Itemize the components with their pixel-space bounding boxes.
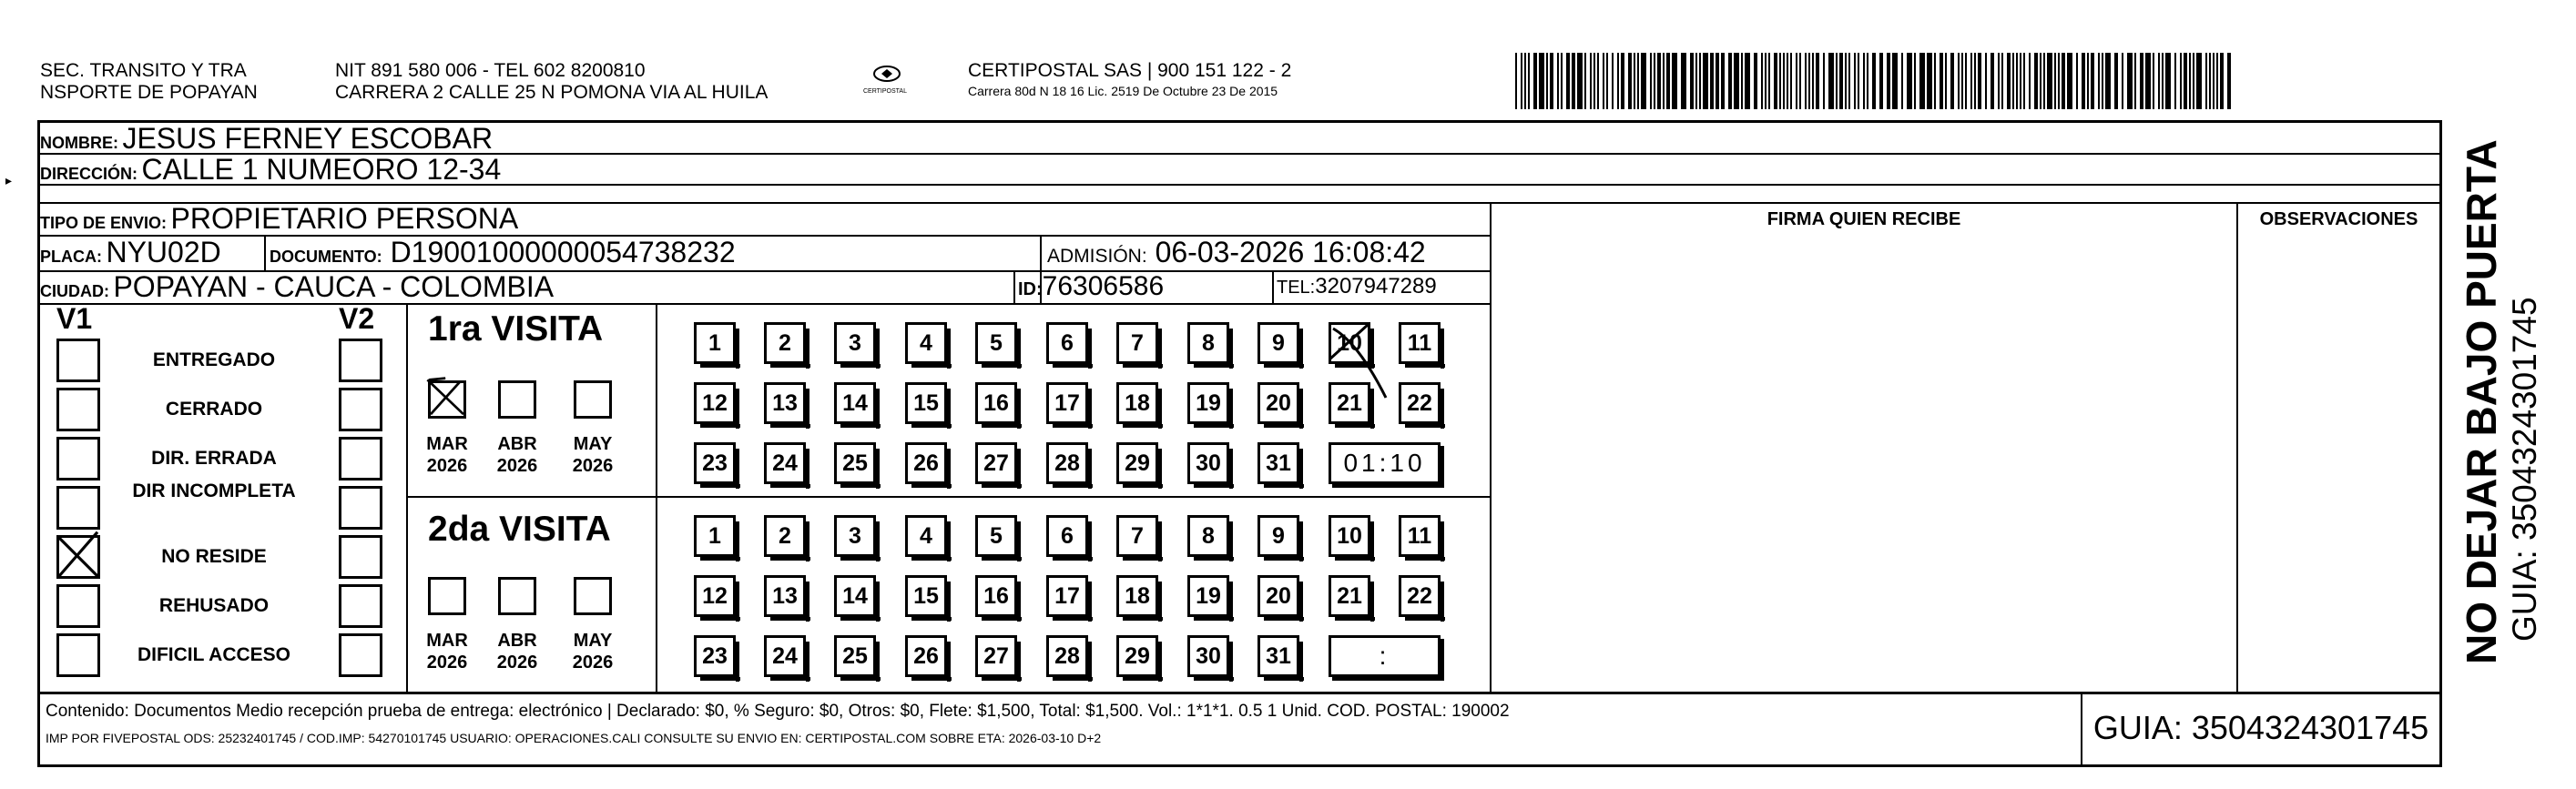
day-box[interactable] bbox=[834, 322, 876, 364]
admission-date: ADMISIÓN: 06-03-2026 16:08:42 bbox=[1047, 236, 1426, 268]
day-number: 24 bbox=[772, 450, 798, 476]
day-box[interactable] bbox=[975, 575, 1017, 617]
day-number: 6 bbox=[1061, 523, 1074, 549]
day-number: 30 bbox=[1196, 450, 1221, 476]
day-number: 8 bbox=[1202, 330, 1215, 356]
day-box[interactable] bbox=[1187, 575, 1229, 617]
day-box[interactable] bbox=[1257, 442, 1299, 484]
day-number: 15 bbox=[913, 390, 939, 416]
day-box[interactable] bbox=[1399, 515, 1441, 557]
v2-checkbox[interactable] bbox=[339, 339, 382, 382]
day-box[interactable] bbox=[905, 575, 947, 617]
day-box[interactable] bbox=[905, 442, 947, 484]
day-number: 12 bbox=[702, 390, 728, 416]
day-number: 17 bbox=[1054, 583, 1080, 609]
day-box[interactable] bbox=[1046, 382, 1088, 424]
observations-header: OBSERVACIONES bbox=[2259, 209, 2418, 229]
day-box[interactable] bbox=[694, 322, 736, 364]
day-number: 3 bbox=[849, 330, 861, 356]
month-checkbox[interactable] bbox=[428, 380, 466, 419]
v2-checkbox[interactable] bbox=[339, 388, 382, 431]
time-box[interactable]: 01:10 bbox=[1329, 442, 1441, 484]
day-number: 18 bbox=[1125, 583, 1150, 609]
day-number: 12 bbox=[702, 583, 728, 609]
day-box[interactable] bbox=[1116, 382, 1158, 424]
day-number: 16 bbox=[983, 390, 1009, 416]
day-box[interactable] bbox=[834, 635, 876, 677]
day-number: 14 bbox=[842, 390, 868, 416]
day-box[interactable] bbox=[1116, 442, 1158, 484]
day-box[interactable] bbox=[1329, 515, 1370, 557]
day-number: 13 bbox=[772, 390, 798, 416]
day-number: 19 bbox=[1196, 390, 1221, 416]
status-label: REHUSADO bbox=[158, 595, 270, 616]
day-number: 22 bbox=[1407, 583, 1432, 609]
day-box[interactable] bbox=[1187, 635, 1229, 677]
day-box[interactable] bbox=[975, 322, 1017, 364]
courier-info: CERTIPOSTAL SAS | 900 151 122 - 2 Carrera 80d N 18 16 Lic. 2519 De Octubre 23 De 2015 bbox=[968, 60, 1292, 98]
day-box[interactable] bbox=[694, 442, 736, 484]
month-checkbox[interactable] bbox=[498, 380, 536, 419]
day-box[interactable] bbox=[834, 442, 876, 484]
agency-name: SEC. TRANSITO Y TRA NSPORTE DE POPAYAN bbox=[40, 60, 258, 103]
day-box[interactable] bbox=[1187, 515, 1229, 557]
courier-logo: CERTIPOSTAL bbox=[871, 64, 903, 100]
v2-label: V2 bbox=[339, 302, 375, 335]
day-box[interactable] bbox=[1116, 575, 1158, 617]
day-number: 28 bbox=[1054, 450, 1080, 476]
day-box[interactable] bbox=[764, 322, 806, 364]
day-number: 4 bbox=[920, 523, 932, 549]
day-box[interactable] bbox=[1329, 322, 1370, 364]
month-checkbox[interactable] bbox=[428, 577, 466, 615]
day-number: 10 bbox=[1337, 523, 1362, 549]
day-box[interactable] bbox=[1257, 635, 1299, 677]
day-number: 31 bbox=[1266, 643, 1291, 669]
v2-checkbox[interactable] bbox=[339, 437, 382, 480]
v2-checkbox[interactable] bbox=[339, 584, 382, 628]
status-label: ENTREGADO bbox=[152, 349, 276, 370]
shipping-type: TIPO DE ENVIO: PROPIETARIO PERSONA bbox=[40, 202, 519, 235]
day-number: 25 bbox=[842, 450, 868, 476]
status-label: DIR INCOMPLETA bbox=[132, 480, 296, 501]
day-number: 31 bbox=[1266, 450, 1291, 476]
day-number: 18 bbox=[1125, 390, 1150, 416]
month-label: MAR 2026 bbox=[426, 434, 468, 476]
document-number: DOCUMENTO: D19001000000054738232 bbox=[270, 236, 736, 268]
day-number: 25 bbox=[842, 643, 868, 669]
recipient-phone: TEL:3207947289 bbox=[1277, 274, 1437, 298]
day-box[interactable] bbox=[764, 575, 806, 617]
day-number: 10 bbox=[1337, 330, 1362, 356]
v1-label: V1 bbox=[56, 302, 93, 335]
signature-header: FIRMA QUIEN RECIBE bbox=[1767, 209, 1961, 229]
signature-area[interactable] bbox=[1493, 237, 2235, 690]
day-number: 11 bbox=[1407, 330, 1432, 356]
day-box[interactable] bbox=[1257, 575, 1299, 617]
second-visit-title: 2da VISITA bbox=[428, 510, 611, 549]
day-box[interactable] bbox=[1187, 382, 1229, 424]
day-number: 15 bbox=[913, 583, 939, 609]
day-number: 3 bbox=[849, 523, 861, 549]
footer-print-info: IMP POR FIVEPOSTAL ODS: 25232401745 / COD.IMP: 54270101745 USUARIO: OPERACIONES.CALI CONSULTE SU ENVIO EN: CERTIPOSTAL.COM SOBRE ETA: 2026-03-10 D+2 bbox=[46, 731, 1102, 745]
day-number: 8 bbox=[1202, 523, 1215, 549]
day-box[interactable] bbox=[1116, 515, 1158, 557]
v2-checkbox[interactable] bbox=[339, 486, 382, 530]
day-number: 1 bbox=[708, 523, 721, 549]
month-label: MAY 2026 bbox=[572, 631, 614, 673]
day-number: 6 bbox=[1061, 330, 1074, 356]
city: CIUDAD: POPAYAN - CAUCA - COLOMBIA bbox=[40, 270, 555, 303]
day-number: 16 bbox=[983, 583, 1009, 609]
day-number: 7 bbox=[1131, 523, 1144, 549]
day-box[interactable] bbox=[975, 382, 1017, 424]
day-number: 23 bbox=[702, 450, 728, 476]
day-number: 11 bbox=[1407, 523, 1432, 549]
recipient-address: DIRECCIÓN: CALLE 1 NUMEORO 12-34 bbox=[40, 153, 502, 186]
day-number: 17 bbox=[1054, 390, 1080, 416]
day-box[interactable] bbox=[834, 382, 876, 424]
status-label: NO RESIDE bbox=[161, 546, 267, 567]
v2-checkbox[interactable] bbox=[339, 535, 382, 579]
day-box[interactable] bbox=[694, 635, 736, 677]
day-box[interactable] bbox=[975, 515, 1017, 557]
day-box[interactable] bbox=[1187, 442, 1229, 484]
day-number: 5 bbox=[990, 523, 1003, 549]
agency-contact: NIT 891 580 006 - TEL 602 8200810 CARRERA 2 CALLE 25 N POMONA VIA AL HUILA bbox=[335, 60, 769, 103]
day-number: 1 bbox=[708, 330, 721, 356]
day-number: 24 bbox=[772, 643, 798, 669]
vehicle-plate: PLACA: NYU02D bbox=[40, 236, 221, 268]
side-guia: GUIA: 3504324301745 bbox=[2506, 297, 2543, 642]
day-box[interactable] bbox=[1329, 382, 1370, 424]
day-box[interactable] bbox=[694, 515, 736, 557]
month-label: MAR 2026 bbox=[426, 631, 468, 673]
day-box[interactable] bbox=[1116, 322, 1158, 364]
v2-checkbox[interactable] bbox=[339, 633, 382, 677]
day-box[interactable] bbox=[1399, 575, 1441, 617]
status-label: DIFICIL ACCESO bbox=[137, 644, 290, 665]
day-box[interactable] bbox=[1329, 575, 1370, 617]
observations-area[interactable] bbox=[2240, 237, 2438, 690]
month-checkbox[interactable] bbox=[574, 380, 612, 419]
day-number: 27 bbox=[983, 643, 1009, 669]
recipient-id: ID:76306586 bbox=[1018, 271, 1165, 301]
time-box[interactable]: : bbox=[1329, 635, 1441, 677]
day-number: 23 bbox=[702, 643, 728, 669]
day-box[interactable] bbox=[1399, 322, 1441, 364]
day-box[interactable] bbox=[764, 442, 806, 484]
day-box[interactable] bbox=[834, 515, 876, 557]
day-box[interactable] bbox=[1046, 442, 1088, 484]
status-label: DIR. ERRADA bbox=[151, 448, 277, 469]
day-box[interactable] bbox=[1257, 515, 1299, 557]
day-box[interactable] bbox=[694, 382, 736, 424]
month-label: ABR 2026 bbox=[496, 631, 538, 673]
day-number: 26 bbox=[913, 643, 939, 669]
day-number: 27 bbox=[983, 450, 1009, 476]
side-slogan: NO DEJAR BAJO PUERTA bbox=[2458, 139, 2505, 664]
day-number: 29 bbox=[1125, 450, 1150, 476]
month-checkbox[interactable] bbox=[574, 577, 612, 615]
day-box[interactable] bbox=[905, 382, 947, 424]
day-number: 29 bbox=[1125, 643, 1150, 669]
day-box[interactable] bbox=[1046, 575, 1088, 617]
day-box[interactable] bbox=[975, 442, 1017, 484]
day-number: 28 bbox=[1054, 643, 1080, 669]
day-number: 20 bbox=[1266, 390, 1291, 416]
day-box[interactable] bbox=[975, 635, 1017, 677]
barcode bbox=[1515, 53, 2235, 109]
day-box[interactable] bbox=[1046, 322, 1088, 364]
day-box[interactable] bbox=[1257, 382, 1299, 424]
day-number: 19 bbox=[1196, 583, 1221, 609]
day-box[interactable] bbox=[1257, 322, 1299, 364]
day-number: 4 bbox=[920, 330, 932, 356]
day-box[interactable] bbox=[905, 515, 947, 557]
day-number: 20 bbox=[1266, 583, 1291, 609]
day-box[interactable] bbox=[764, 635, 806, 677]
month-checkbox[interactable] bbox=[498, 577, 536, 615]
day-number: 5 bbox=[990, 330, 1003, 356]
day-number: 26 bbox=[913, 450, 939, 476]
month-label: MAY 2026 bbox=[572, 434, 614, 476]
day-number: 14 bbox=[842, 583, 868, 609]
day-box[interactable] bbox=[1116, 635, 1158, 677]
day-number: 2 bbox=[779, 330, 791, 356]
day-box[interactable] bbox=[905, 635, 947, 677]
day-number: 7 bbox=[1131, 330, 1144, 356]
status-label: CERRADO bbox=[165, 399, 263, 420]
footer-guia: GUIA: 3504324301745 bbox=[2092, 709, 2429, 746]
day-box[interactable] bbox=[1187, 322, 1229, 364]
day-number: 22 bbox=[1407, 390, 1432, 416]
recipient-name: NOMBRE: JESUS FERNEY ESCOBAR bbox=[40, 122, 494, 155]
day-number: 21 bbox=[1337, 390, 1362, 416]
day-box[interactable] bbox=[694, 575, 736, 617]
footer-content: Contenido: Documentos Medio recepción prueba de entrega: electrónico | Declarado: $0, % Seguro: $0, Otros: $0, Flete: $1,500, Total: $1,500. Vol.: 1*1*1. 0.5 1 Unid. COD. POSTAL: 190002 bbox=[46, 702, 1510, 721]
day-number: 2 bbox=[779, 523, 791, 549]
day-box[interactable] bbox=[834, 575, 876, 617]
day-number: 13 bbox=[772, 583, 798, 609]
day-box[interactable] bbox=[1046, 515, 1088, 557]
margin-mark: ▸ bbox=[5, 173, 13, 187]
day-box[interactable] bbox=[905, 322, 947, 364]
day-box[interactable] bbox=[764, 515, 806, 557]
day-box[interactable] bbox=[1399, 382, 1441, 424]
day-number: 9 bbox=[1272, 330, 1285, 356]
day-number: 30 bbox=[1196, 643, 1221, 669]
day-number: 21 bbox=[1337, 583, 1362, 609]
first-visit-title: 1ra VISITA bbox=[428, 309, 604, 349]
month-label: ABR 2026 bbox=[496, 434, 538, 476]
day-box[interactable] bbox=[1046, 635, 1088, 677]
day-box[interactable] bbox=[764, 382, 806, 424]
day-number: 9 bbox=[1272, 523, 1285, 549]
